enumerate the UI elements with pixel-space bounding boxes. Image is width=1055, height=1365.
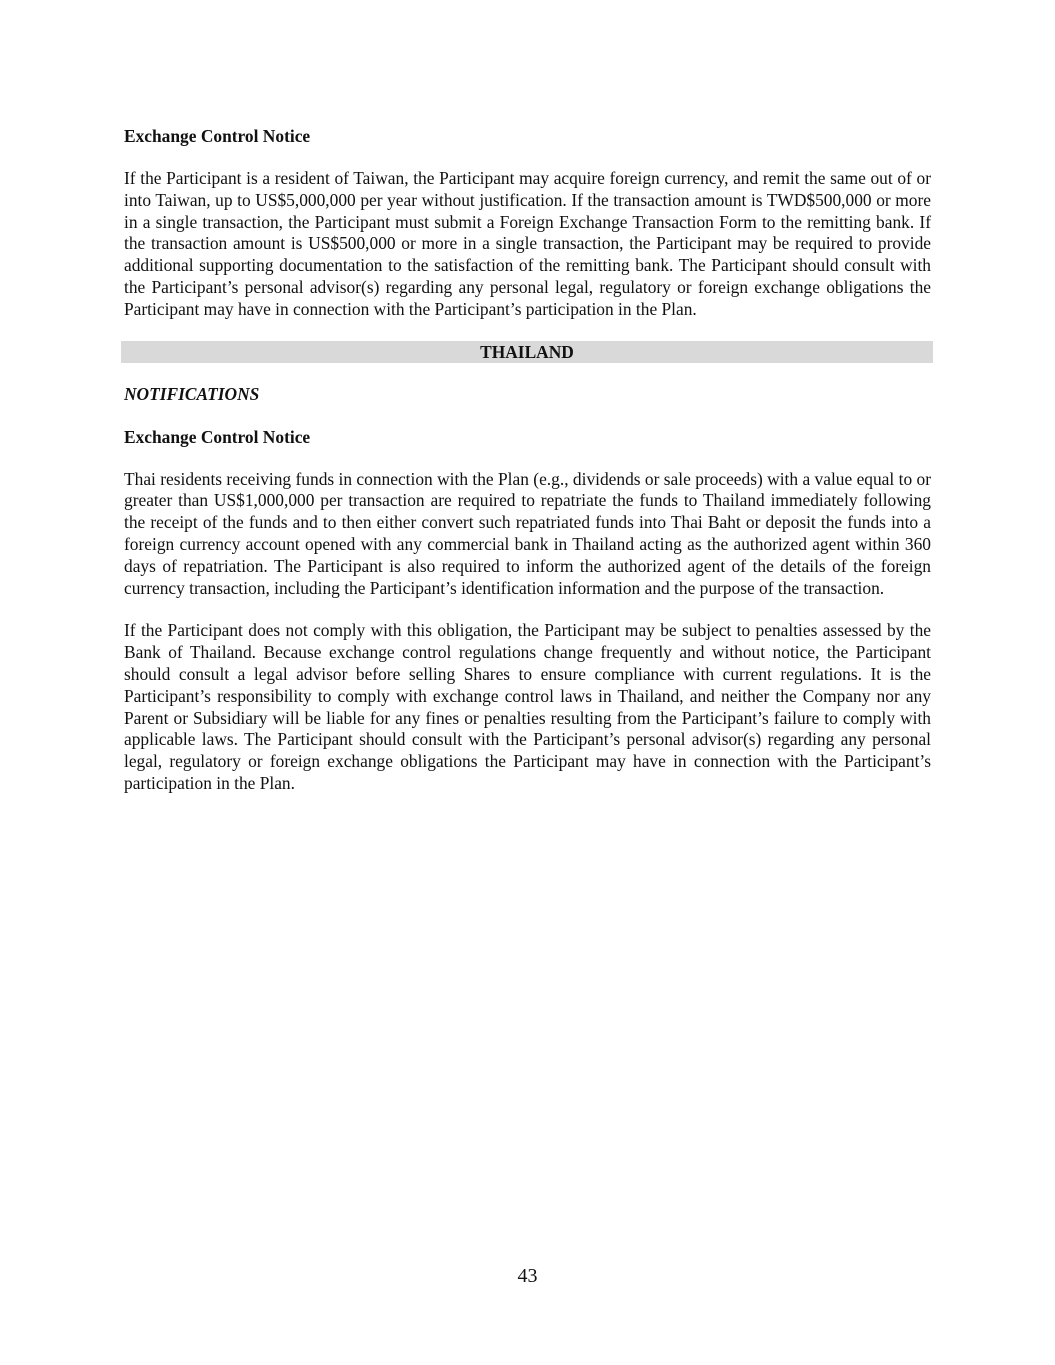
thailand-exchange-control-paragraph-2: If the Participant does not comply with this obligation, the Participant may be subject to penalties assessed by the Bank of Thailand. Because exchange control regulations change frequently and without notice, the Participant should consult a legal advisor before selling Shares to ensure compliance with current regulations. It is the Participant’s responsibility to comply with exchange control laws in Thailand, and neither the Company nor any Parent or Subsidiary will be liable for any fines or penalties resulting from the Participant’s failure to comply with applicable laws. The Participant should consult with the Participant’s personal advisor(s) regarding any personal legal, regulatory or foreign exchange obligations the Participant may have in connection with the Participant’s participation in the Plan.	[124, 620, 931, 793]
thailand-exchange-control-heading: Exchange Control Notice	[124, 426, 311, 447]
thailand-country-banner: THAILAND	[121, 341, 933, 363]
taiwan-exchange-control-paragraph: If the Participant is a resident of Taiwan, the Participant may acquire foreign currency, and remit the same out of or into Taiwan, up to US$5,000,000 per year without justification. If the transaction amount is TWD$500,000 or more in a single transaction, the Participant must submit a Foreign Exchange Transaction Form to the remitting bank. If the transaction amount is US$500,000 or more in a single transaction, the Participant may be required to provide additional supporting documentation to the satisfaction of the remitting bank. The Participant should consult with the Participant’s personal advisor(s) regarding any personal legal, regulatory or foreign exchange obligations the Participant may have in connection with the Participant’s participation in the Plan.	[124, 168, 931, 319]
thailand-notifications-heading: NOTIFICATIONS	[124, 383, 260, 404]
taiwan-exchange-control-heading: Exchange Control Notice	[124, 126, 311, 146]
thailand-exchange-control-paragraph-1: Thai residents receiving funds in connection with the Plan (e.g., dividends or sale proceeds) with a value equal to or greater than US$1,000,000 per transaction are required to repatriate the funds to Thailand immediately following the receipt of the funds and to then either convert such repatriated funds into Thai Baht or deposit the funds into a foreign currency account opened with any commercial bank in Thailand acting as the authorized agent within 360 days of repatriation. The Participant is also required to inform the authorized agent of the details of the foreign currency transaction, including the Participant’s identification information and the purpose of the transaction.	[124, 468, 931, 598]
document-body	[124, 125, 931, 795]
page-number: 43	[517, 1265, 538, 1287]
